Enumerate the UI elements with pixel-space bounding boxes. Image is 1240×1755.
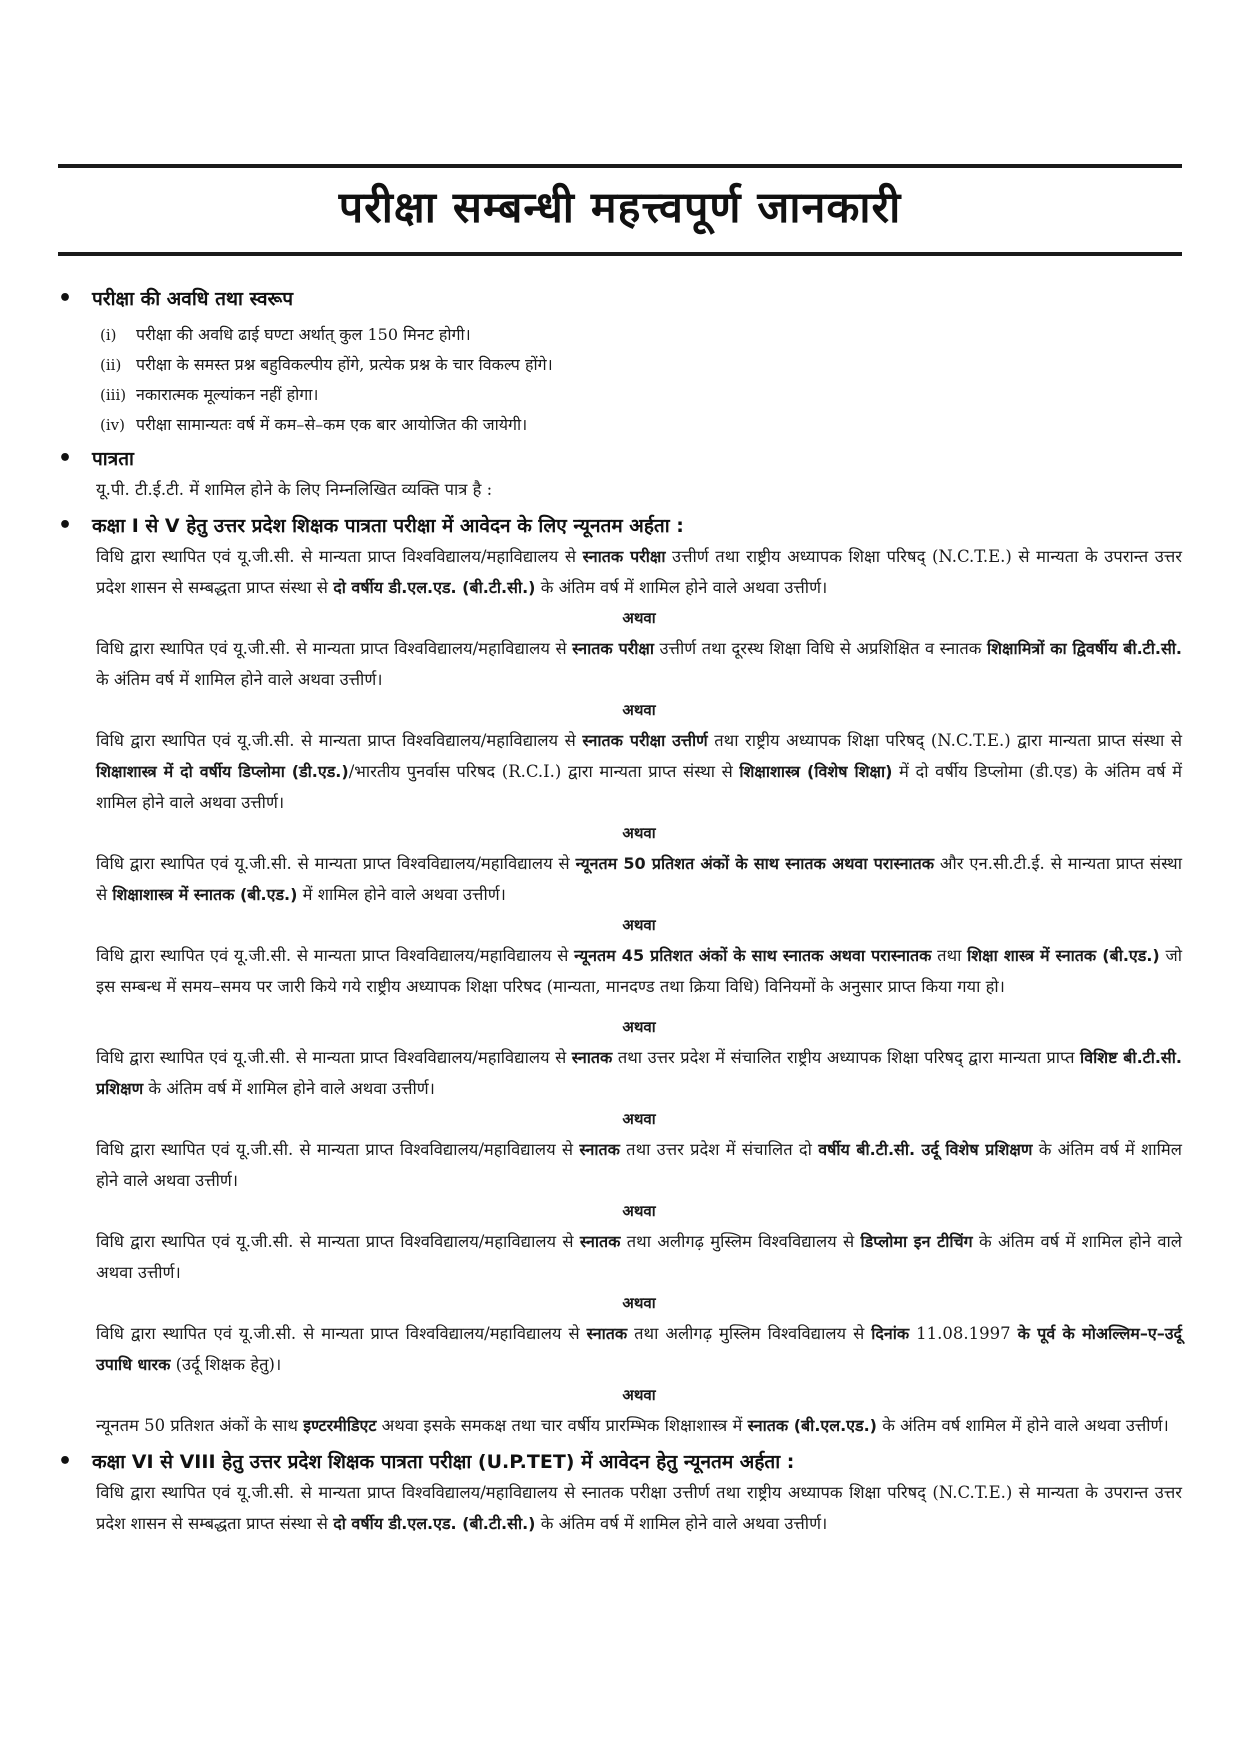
list-item	[58, 380, 1182, 410]
section-heading-eligibility	[58, 444, 1182, 474]
eligibility-text: यू.पी. टी.ई.टी. में शामिल होने के लिए निम्नलिखित व्यक्ति पात्र है :	[96, 480, 493, 499]
bottom-rule	[58, 252, 1182, 256]
list-item-text: परीक्षा सामान्यतः वर्ष में कम–से–कम एक बार आयोजित की जायेगी।	[136, 415, 528, 434]
or-separator: अथवा	[622, 609, 656, 627]
list-item-text: परीक्षा के समस्त प्रश्न बहुविकल्पीय होंगे, प्रत्येक प्रश्न के चार विकल्प होंगे।	[136, 355, 553, 374]
top-rule	[58, 164, 1182, 168]
section-heading-class-1-5	[58, 511, 1182, 541]
or-separator: अथवा	[622, 1386, 656, 1404]
or-separator: अथवा	[622, 916, 656, 934]
qualification-paragraph: विधि द्वारा स्थापित एवं यू.जी.सी. से मान्यता प्राप्त विश्वविद्यालय/महाविद्यालय से स्नातक परीक्षा उत्तीर्ण तथा राष्ट्रीय अध्यापक शिक्षा परिषद् (N.C.T.E.) द्वारा मान्यता प्राप्त संस्था से शिक्षाशास्त्र में दो वर्षीय डिप्लोमा (डी.एड.)/भारतीय पुनर्वास परिषद (R.C.I.) द्वारा मान्यता प्राप्त संस्था से शिक्षाशास्त्र (विशेष शिक्षा) में दो वर्षीय डिप्लोमा (डी.एड) के अंतिम वर्ष में शामिल होने वाले अथवा उत्तीर्ण।	[96, 731, 1182, 812]
qualification-paragraph: विधि द्वारा स्थापित एवं यू.जी.सी. से मान्यता प्राप्त विश्वविद्यालय/महाविद्यालय से स्नातक तथा अलीगढ़ मुस्लिम विश्वविद्यालय से दिनांक 11.08.1997 के पूर्व के मोअल्लिम–ए–उर्दू उपाधि धारक (उर्दू शिक्षक हेतु)।	[96, 1324, 1182, 1374]
list-number: (iii)	[100, 386, 127, 404]
list-number: (ii)	[100, 356, 122, 374]
qualification-paragraph: विधि द्वारा स्थापित एवं यू.जी.सी. से मान्यता प्राप्त विश्वविद्यालय/महाविद्यालय से न्यूनतम 45 प्रतिशत अंकों के साथ स्नातक अथवा परास्नातक तथा शिक्षा शास्त्र में स्नातक (बी.एड.) जो इस सम्बन्ध में समय–समय पर जारी किये गये राष्ट्रीय अध्यापक शिक्षा परिषद (मान्यता, मानदण्ड तथा क्रिया विधि) विनियमों के अनुसार प्राप्त किया गया हो।	[96, 946, 1182, 996]
or-separator: अथवा	[622, 1294, 656, 1312]
qualification-paragraph: विधि द्वारा स्थापित एवं यू.जी.सी. से मान्यता प्राप्त विश्वविद्यालय/महाविद्यालय से न्यूनतम 50 प्रतिशत अंकों के साथ स्नातक अथवा परास्नातक और एन.सी.टी.ई. से मान्यता प्राप्त संस्था से शिक्षाशास्त्र में स्नातक (बी.एड.) में शामिल होने वाले अथवा उत्तीर्ण।	[96, 854, 1182, 904]
duration-list	[58, 320, 1182, 440]
list-number: (iv)	[100, 416, 125, 434]
or-separator: अथवा	[622, 824, 656, 842]
section-heading-text: पात्रता	[92, 448, 134, 470]
list-number: (i)	[100, 326, 117, 344]
qualification-paragraph: विधि द्वारा स्थापित एवं यू.जी.सी. से मान्यता प्राप्त विश्वविद्यालय/महाविद्यालय से स्नातक परीक्षा उत्तीर्ण तथा राष्ट्रीय अध्यापक शिक्षा परिषद् (N.C.T.E.) से मान्यता के उपरान्त उत्तर प्रदेश शासन से सम्बद्धता प्राप्त संस्था से दो वर्षीय डी.एल.एड. (बी.टी.सी.) के अंतिम वर्ष में शामिल होने वाले अथवा उत्तीर्ण।	[96, 547, 1182, 597]
section-heading-class-6-8	[58, 1447, 1182, 1477]
qualification-paragraph: विधि द्वारा स्थापित एवं यू.जी.सी. से मान्यता प्राप्त विश्वविद्यालय/महाविद्यालय से स्नातक परीक्षा उत्तीर्ण तथा दूरस्थ शिक्षा विधि से अप्रशिक्षित व स्नातक शिक्षामित्रों का द्विवर्षीय बी.टी.सी. के अंतिम वर्ष में शामिल होने वाले अथवा उत्तीर्ण।	[96, 639, 1182, 689]
qualification-paragraph: न्यूनतम 50 प्रतिशत अंकों के साथ इण्टरमीडिएट अथवा इसके समकक्ष तथा चार वर्षीय प्रारम्भिक शिक्षाशास्त्र में स्नातक (बी.एल.एड.) के अंतिम वर्ष शामिल में होने वाले अथवा उत्तीर्ण।	[96, 1416, 1169, 1435]
bullet-icon: •	[58, 1449, 73, 1474]
bullet-icon: •	[58, 513, 73, 538]
bullet-icon: •	[58, 446, 73, 471]
list-item	[58, 350, 1182, 380]
list-item	[58, 410, 1182, 440]
bullet-icon: •	[58, 286, 73, 311]
section-heading-text: कक्षा VI से VIII हेतु उत्तर प्रदेश शिक्षक पात्रता परीक्षा (U.P.TET) में आवेदन हेतु न्यूनतम अर्हता :	[92, 1451, 795, 1473]
qualification-paragraph: विधि द्वारा स्थापित एवं यू.जी.सी. से मान्यता प्राप्त विश्वविद्यालय/महाविद्यालय से स्नातक तथा अलीगढ़ मुस्लिम विश्वविद्यालय से डिप्लोमा इन टीचिंग के अंतिम वर्ष में शामिल होने वाले अथवा उत्तीर्ण।	[96, 1232, 1182, 1282]
or-separator: अथवा	[622, 1018, 656, 1036]
list-item	[58, 320, 1182, 350]
or-separator: अथवा	[622, 1202, 656, 1220]
qualification-paragraph: विधि द्वारा स्थापित एवं यू.जी.सी. से मान्यता प्राप्त विश्वविद्यालय/महाविद्यालय से स्नातक तथा उत्तर प्रदेश में संचालित राष्ट्रीय अध्यापक शिक्षा परिषद् द्वारा मान्यता प्राप्त विशिष्ट बी.टी.सी. प्रशिक्षण के अंतिम वर्ष में शामिल होने वाले अथवा उत्तीर्ण।	[96, 1048, 1182, 1098]
qualification-paragraph: विधि द्वारा स्थापित एवं यू.जी.सी. से मान्यता प्राप्त विश्वविद्यालय/महाविद्यालय से स्नातक परीक्षा उत्तीर्ण तथा राष्ट्रीय अध्यापक शिक्षा परिषद् (N.C.T.E.) से मान्यता के उपरान्त उत्तर प्रदेश शासन से सम्बद्धता प्राप्त संस्था से दो वर्षीय डी.एल.एड. (बी.टी.सी.) के अंतिम वर्ष में शामिल होने वाले अथवा उत्तीर्ण।	[96, 1483, 1182, 1533]
or-separator: अथवा	[622, 1110, 656, 1128]
section-heading-text: परीक्षा की अवधि तथा स्वरूप	[92, 288, 294, 310]
list-item-text: परीक्षा की अवधि ढाई घण्टा अर्थात् कुल 150 मिनट होगी।	[136, 325, 471, 344]
page-title: परीक्षा सम्बन्धी महत्त्वपूर्ण जानकारी	[338, 183, 902, 233]
section-heading-duration	[58, 284, 1182, 314]
or-separator: अथवा	[622, 701, 656, 719]
qualification-paragraph: विधि द्वारा स्थापित एवं यू.जी.सी. से मान्यता प्राप्त विश्वविद्यालय/महाविद्यालय से स्नातक तथा उत्तर प्रदेश में संचालित दो वर्षीय बी.टी.सी. उर्दू विशेष प्रशिक्षण के अंतिम वर्ष में शामिल होने वाले अथवा उत्तीर्ण।	[96, 1140, 1182, 1190]
content	[58, 284, 1182, 1539]
list-item-text: नकारात्मक मूल्यांकन नहीं होगा।	[136, 385, 319, 404]
section-heading-text: कक्षा I से V हेतु उत्तर प्रदेश शिक्षक पात्रता परीक्षा में आवेदन के लिए न्यूनतम अर्हता :	[92, 515, 684, 537]
